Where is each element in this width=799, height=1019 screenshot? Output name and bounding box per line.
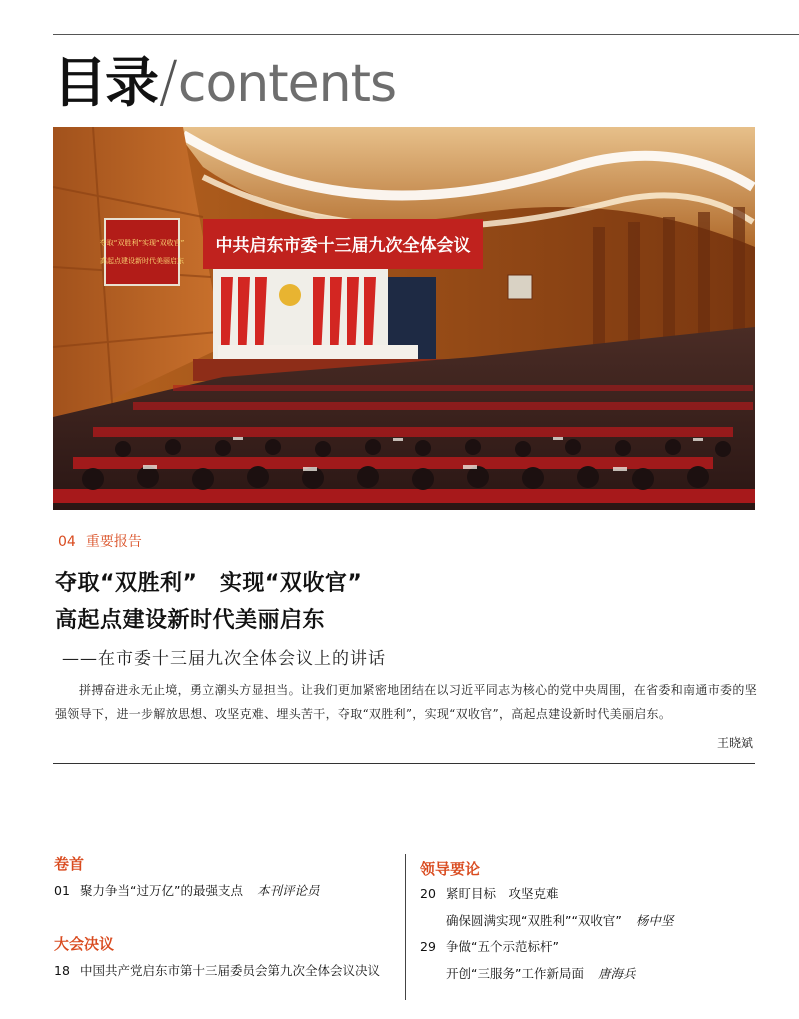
toc-entry-title: 中国共产党启东市第十三届委员会第九次全体会议决议	[80, 963, 381, 978]
banner-text: 中共启东市委十三届九次全体会议	[215, 236, 471, 256]
section-title-lingdaoyaolun: 领导要论	[420, 860, 481, 878]
section-title-juanshou: 卷首	[54, 855, 85, 873]
toc-page-number: 20	[420, 886, 436, 901]
toc-entry[interactable]	[54, 881, 319, 899]
toc-entry-byline: 杨中坚	[635, 913, 674, 928]
screen-text-1: 夺取“双胜利”实现“双收官”	[99, 239, 185, 247]
feature-section-tag	[58, 531, 142, 551]
toc-entry-byline: 本刊评论员	[256, 883, 320, 898]
toc-entry-title: 争做“五个示范标杆”	[446, 939, 559, 954]
toc-entry[interactable]	[420, 884, 559, 902]
toc-entry[interactable]	[420, 911, 673, 929]
feature-section-name: 重要报告	[85, 534, 142, 550]
toc-entry[interactable]	[420, 937, 559, 955]
toc-entry-byline: 唐海兵	[597, 966, 636, 981]
section-divider	[53, 763, 755, 764]
page-header	[53, 40, 397, 115]
feature-abstract: 拼搏奋进永无止境，勇立潮头方显担当。让我们更加紧密地团结在以习近平同志为核心的党中央周围，在省委和南通市委的坚强领导下，进一步解放思想、攻坚克难、埋头苦干，夺取“双胜利”，实现“双收官”，高起点建设新时代美丽启东。	[55, 683, 757, 721]
toc-entry[interactable]	[420, 964, 635, 982]
toc-entry-title: 紧盯目标 攻坚克难	[446, 886, 559, 901]
feature-subtitle: ——在市委十三届九次全体会议上的讲话	[62, 649, 386, 669]
column-divider	[405, 854, 406, 1000]
title-slash: /	[159, 50, 178, 115]
section-title-dahuijueyi: 大会决议	[54, 935, 115, 953]
toc-entry-title: 确保圆满实现“双胜利”“双收官”	[446, 913, 622, 928]
toc-page-number: 18	[54, 963, 70, 978]
toc-entry-title: 聚力争当“过万亿”的最强支点	[80, 883, 243, 898]
conference-photo	[53, 127, 755, 510]
toc-page-number: 01	[54, 883, 70, 898]
title-en: contents	[177, 54, 397, 114]
feature-title-line2[interactable]: 高起点建设新时代美丽启东	[55, 608, 326, 633]
feature-author: 王晓斌	[716, 736, 753, 750]
feature-page-number: 04	[58, 534, 76, 550]
screen-text-2: 高起点建设新时代美丽启东	[100, 257, 184, 265]
toc-entry-title: 开创“三服务”工作新局面	[446, 966, 584, 981]
toc-entry[interactable]	[54, 961, 380, 979]
top-rule	[53, 34, 799, 35]
feature-title-line1[interactable]: 夺取“双胜利” 实现“双收官”	[55, 571, 363, 596]
toc-page-number: 29	[420, 939, 436, 954]
title-cn: 目录	[53, 51, 157, 114]
